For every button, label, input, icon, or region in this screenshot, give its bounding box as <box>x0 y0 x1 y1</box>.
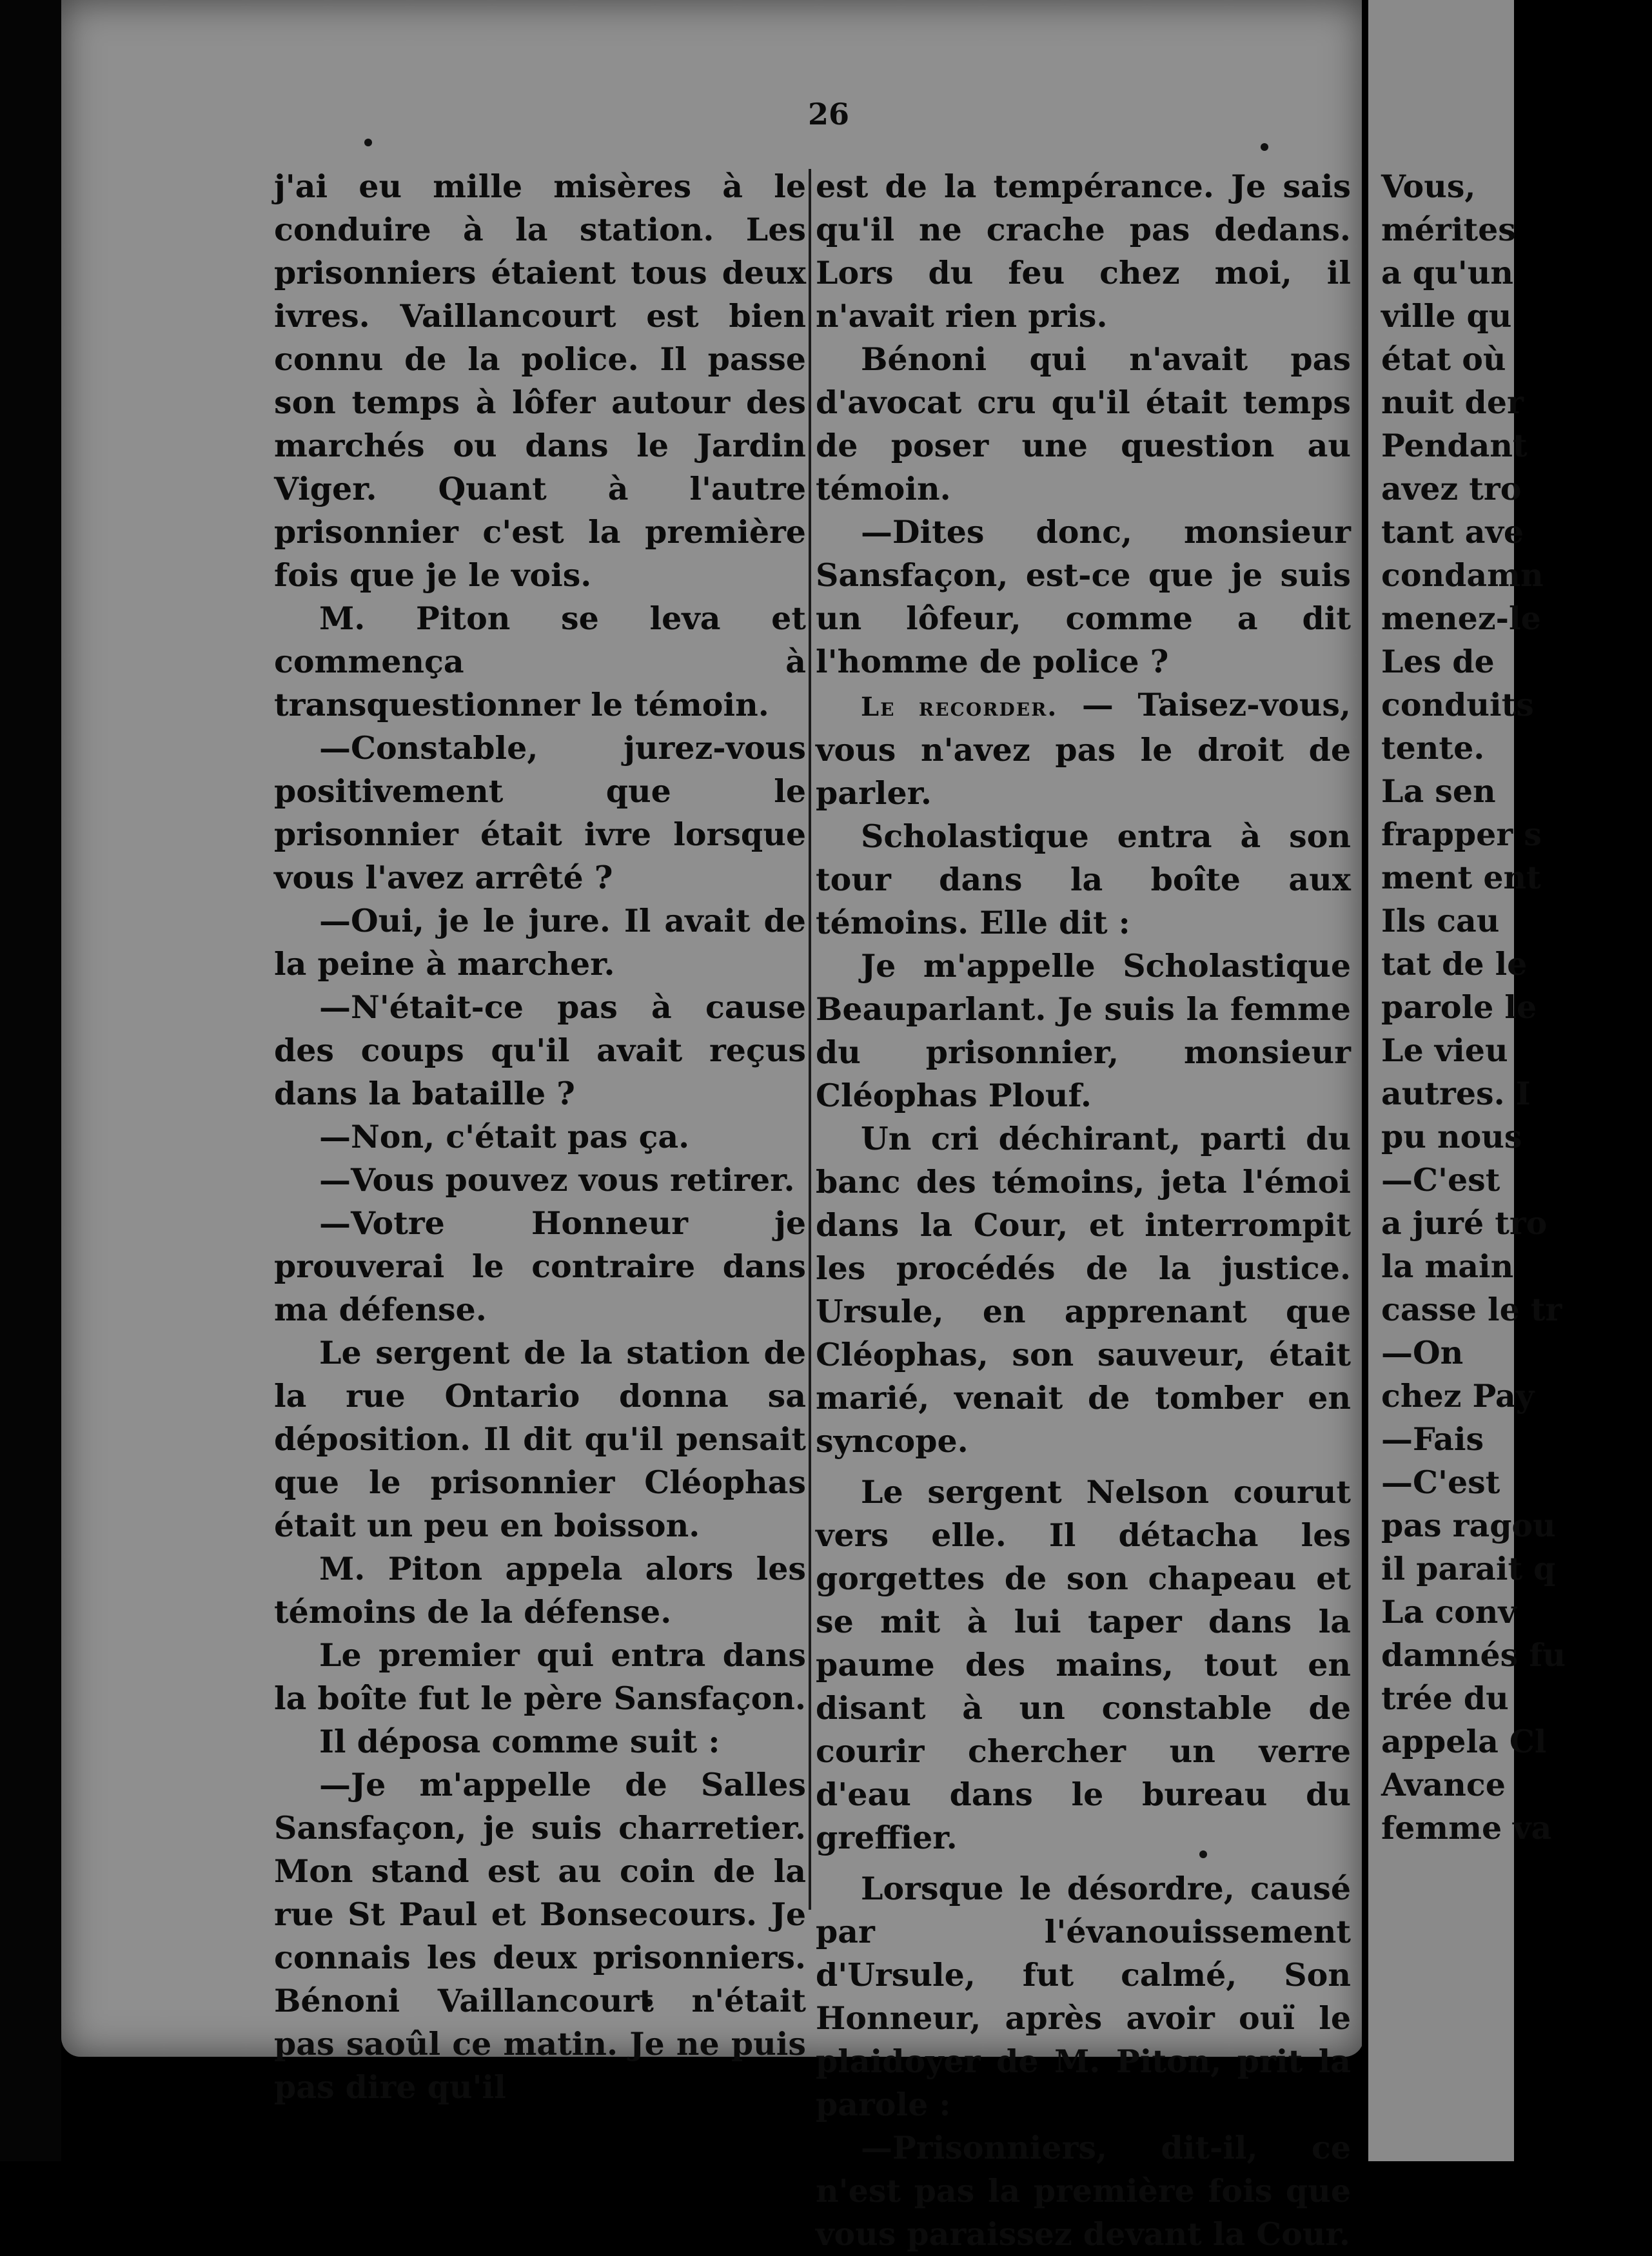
paragraph: —Constable, jurez-vous positivement que le prisonnier était ivre lorsque vous l'avez arrêté ? <box>274 729 806 896</box>
speaker-text: — Taisez-vous, vous n'avez pas le droit de parler. <box>816 686 1351 812</box>
page-gutter <box>1362 0 1368 2161</box>
adjacent-page-line: La conv <box>1381 1593 1517 1631</box>
adjacent-page-line: —Fais <box>1381 1420 1484 1458</box>
adjacent-page-line: ment ent <box>1381 859 1541 896</box>
adjacent-page-line: tat de le <box>1381 945 1528 983</box>
adjacent-page-line: trée du <box>1381 1680 1509 1717</box>
paragraph: —N'était-ce pas à cause des coups qu'il avait reçus dans la bataille ? <box>274 988 806 1112</box>
column-divider <box>809 169 811 1910</box>
adjacent-page-line: femme va <box>1381 1809 1552 1847</box>
paragraph: —Votre Honneur je prouverai le contraire dans ma défense. <box>274 1204 806 1328</box>
speck <box>364 139 372 146</box>
adjacent-page-line: —On <box>1381 1334 1464 1371</box>
adjacent-page-line: a juré tro <box>1381 1204 1548 1242</box>
adjacent-page-line: tente. <box>1381 729 1485 767</box>
adjacent-page <box>1368 0 1566 2161</box>
adjacent-page-line: a qu'un <box>1381 254 1513 291</box>
paragraph: —Non, c'était pas ça. <box>319 1118 690 1155</box>
paragraph: Je m'appelle Scholastique Beauparlant. Je suis la femme du prisonnier, monsieur Cléophas Plouf. <box>816 947 1351 1114</box>
adjacent-page-line: ville qu <box>1381 297 1512 335</box>
paragraph: Le premier qui entra dans la boîte fut le père Sansfaçon. <box>274 1636 806 1717</box>
paragraph: Scholastique entra à son tour dans la boîte aux témoins. Elle dit : <box>816 818 1351 941</box>
adjacent-page-line: Avance <box>1381 1766 1506 1803</box>
adjacent-page-line: condamn <box>1381 556 1544 594</box>
adjacent-page-line: menez-le <box>1381 600 1541 637</box>
paragraph: Lorsque le désordre, causé par l'évanouissement d'Ursule, fut calmé, Son Honneur, après avoir ouï le plaidoyer de M. Piton, prit la parole : <box>816 1870 1351 2123</box>
paragraph: —Prisonniers, dit-il, ce n'est pas la première fois que vous paraissez devant la Cour. <box>816 2129 1351 2253</box>
right-text-column <box>816 165 1351 2256</box>
paragraph: Le sergent de la station de la rue Ontario donna sa déposition. Il dit qu'il pensait que le prisonnier Cléophas était un peu en boisson. <box>274 1334 806 1544</box>
speaker-label: Le recorder. <box>861 692 1058 722</box>
paragraph: —Dites donc, monsieur Sansfaçon, est-ce que je suis un lôfeur, comme a dit l'homme de police ? <box>816 513 1351 680</box>
adjacent-page-line: avez tro <box>1381 470 1522 507</box>
adjacent-page-line: nuit der <box>1381 384 1524 421</box>
paragraph: j'ai eu mille misères à le conduire à la station. Les prisonniers étaient tous deux ivres. Vaillancourt est bien connu de la police. Il passe son temps à lôfer autour des marchés ou dans le Jardin Viger. Quant à l'autre prisonnier c'est la première fois que je le vois. <box>274 168 806 594</box>
adjacent-page-line: tant ave <box>1381 513 1524 551</box>
adjacent-page-line: —C'est <box>1381 1464 1500 1501</box>
paragraph: —Vous pouvez vous retirer. <box>319 1161 795 1199</box>
adjacent-page-line: Ils cau <box>1381 902 1500 939</box>
page-number: 26 <box>807 97 849 132</box>
adjacent-page-line: chez Pay <box>1381 1377 1535 1415</box>
adjacent-page-line: pas ragou <box>1381 1507 1556 1544</box>
adjacent-page-text <box>1381 165 1652 1850</box>
adjacent-page-line: conduits <box>1381 686 1534 723</box>
adjacent-page-line: frapper s <box>1381 816 1542 853</box>
left-text-column <box>274 165 806 2109</box>
paragraph: Le sergent Nelson courut vers elle. Il détacha les gorgettes de son chapeau et se mit à lui taper dans la paume des mains, tout en disant à un constable de courir chercher un verre d'eau dans le bureau du greffier. <box>816 1473 1351 1856</box>
paragraph: Bénoni qui n'avait pas d'avocat cru qu'il était temps de poser une question au témoin. <box>816 340 1351 507</box>
adjacent-page-line: Le vieu <box>1381 1032 1508 1069</box>
adjacent-page-line: état où <box>1381 340 1506 378</box>
adjacent-page-line: Vous, <box>1381 168 1476 205</box>
paragraph: Il déposa comme suit : <box>319 1723 720 1760</box>
adjacent-page-line: mérites <box>1381 211 1516 248</box>
paragraph: —Oui, je le jure. Il avait de la peine à marcher. <box>274 902 806 983</box>
adjacent-page-line: casse le tr <box>1381 1291 1562 1328</box>
paragraph: Un cri déchirant, parti du banc des témoins, jeta l'émoi dans la Cour, et interrompit les procédés de la justice. Ursule, en apprenant que Cléophas, son sauveur, était marié, venait de tomber en syncope. <box>816 1120 1351 1460</box>
adjacent-page-line: La sen <box>1381 772 1496 810</box>
paragraph: —Je m'appelle de Salles Sansfaçon, je suis charretier. Mon stand est au coin de la rue St Paul et Bonsecours. Je connais les deux prisonniers. Bénoni Vaillancourt n'était pas saoûl ce matin. Je ne puis pas dire qu'il <box>274 1766 806 2106</box>
adjacent-page-line: la main <box>1381 1248 1514 1285</box>
adjacent-page-line: parole le <box>1381 988 1537 1026</box>
scan-left-margin <box>0 0 61 2161</box>
paragraph: M. Piton se leva et commença à transquestionner le témoin. <box>274 600 806 723</box>
adjacent-page-line: il parait q <box>1381 1550 1556 1587</box>
adjacent-page-line: appela Cl <box>1381 1723 1547 1760</box>
paragraph: M. Piton appela alors les témoins de la défense. <box>274 1550 806 1631</box>
adjacent-page-line: damnés fu <box>1381 1636 1566 1674</box>
adjacent-page-line: pu nous <box>1381 1118 1522 1155</box>
adjacent-page-line: autres. I <box>1381 1075 1531 1112</box>
adjacent-page-line: Les de <box>1381 643 1495 680</box>
paragraph <box>816 683 1351 815</box>
paragraph: est de la tempérance. Je sais qu'il ne crache pas dedans. Lors du feu chez moi, il n'avait rien pris. <box>816 168 1351 335</box>
adjacent-page-line: Pendant <box>1381 427 1528 464</box>
speck <box>1261 143 1268 151</box>
adjacent-page-line: —C'est <box>1381 1161 1500 1199</box>
